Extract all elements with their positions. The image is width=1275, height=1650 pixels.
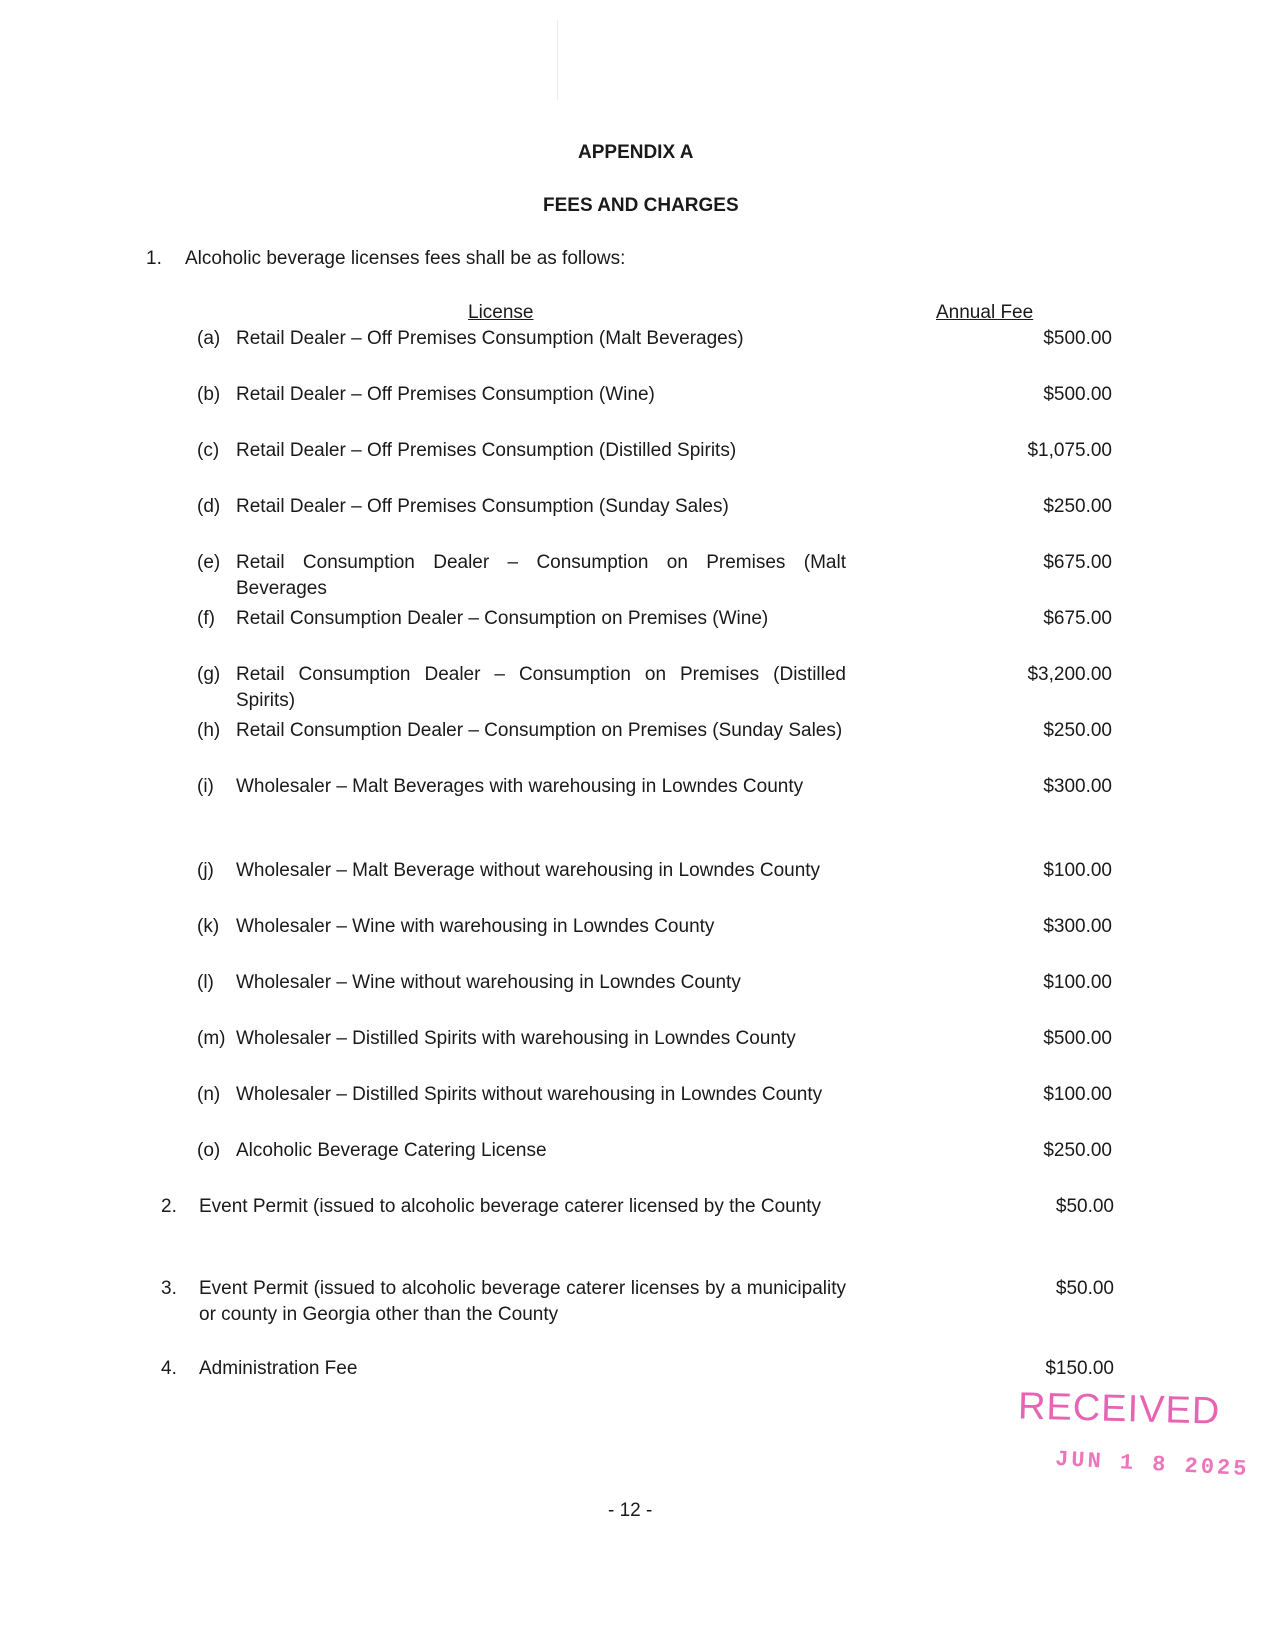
item-label: (j) [197,860,214,881]
received-stamp-date: JUN 1 8 2025 [1054,1446,1250,1483]
item-fee: $1,075.00 [1027,440,1112,461]
item-fee: $300.00 [1043,916,1112,937]
item-label: (b) [197,384,221,405]
item-text: Administration Fee [199,1358,358,1379]
section-1-number: 1. [146,248,162,269]
item-fee: $50.00 [1055,1278,1114,1299]
item-text: Retail Dealer – Off Premises Consumption (Wine) [236,384,655,405]
item-text: Wholesaler – Wine without warehousing in Lowndes County [236,972,741,993]
item-label: (l) [197,972,214,993]
item-label: (h) [197,720,221,741]
item-text: Retail Dealer – Off Premises Consumption (Sunday Sales) [236,496,729,517]
item-fee: $250.00 [1043,1140,1112,1161]
item-text: Wholesaler – Distilled Spirits with warehousing in Lowndes County [236,1028,796,1049]
item-fee: $100.00 [1043,972,1112,993]
item-number: 2. [161,1196,177,1217]
item-fee: $675.00 [1043,552,1112,573]
item-text: Retail Consumption Dealer – Consumption on Premises (Malt Beverages [236,552,846,599]
page-title: APPENDIX A [578,142,694,163]
item-label: (k) [197,916,220,937]
item-text: Wholesaler – Malt Beverages with warehousing in Lowndes County [236,776,804,797]
item-text: Retail Dealer – Off Premises Consumption (Malt Beverages) [236,328,744,349]
item-label: (d) [197,496,221,517]
item-label: (g) [197,664,221,685]
item-text: Retail Consumption Dealer – Consumption on Premises (Wine) [236,608,769,629]
item-fee: $250.00 [1043,496,1112,517]
item-fee: $3,200.00 [1027,664,1112,685]
item-text: Wholesaler – Wine with warehousing in Lowndes County [236,916,715,937]
item-fee: $250.00 [1043,720,1112,741]
section-1-intro: Alcoholic beverage licenses fees shall be as follows: [185,248,626,269]
item-text: Event Permit (issued to alcoholic beverage caterer licenses by a municipality or county in Georgia other than the County [199,1278,846,1325]
page-subtitle: FEES AND CHARGES [543,195,739,216]
received-stamp: RECEIVED [1017,1385,1221,1433]
column-header-license: License [468,302,534,323]
item-label: (i) [197,776,214,797]
item-text: Event Permit (issued to alcoholic beverage caterer licensed by the County [199,1196,822,1217]
item-number: 4. [161,1358,177,1379]
column-header-annual-fee: Annual Fee [936,302,1034,323]
item-number: 3. [161,1278,177,1299]
item-label: (f) [197,608,215,629]
item-fee: $100.00 [1043,1084,1112,1105]
item-label: (o) [197,1140,221,1161]
item-label: (e) [197,552,221,573]
item-label: (n) [197,1084,221,1105]
item-text: Retail Consumption Dealer – Consumption on Premises (Distilled Spirits) [236,664,846,711]
item-label: (a) [197,328,221,349]
item-fee: $300.00 [1043,776,1112,797]
item-label: (m) [197,1028,226,1049]
item-fee: $500.00 [1043,384,1112,405]
item-fee: $50.00 [1055,1196,1114,1217]
page-number: - 12 - [608,1500,653,1521]
scan-fold-mark [557,20,558,100]
item-text: Alcoholic Beverage Catering License [236,1140,547,1161]
item-fee: $100.00 [1043,860,1112,881]
item-text: Wholesaler – Distilled Spirits without warehousing in Lowndes County [236,1084,823,1105]
item-fee: $500.00 [1043,328,1112,349]
item-fee: $675.00 [1043,608,1112,629]
item-text: Retail Dealer – Off Premises Consumption (Distilled Spirits) [236,440,737,461]
item-fee: $150.00 [1045,1358,1114,1379]
item-text: Wholesaler – Malt Beverage without warehousing in Lowndes County [236,860,821,881]
item-text: Retail Consumption Dealer – Consumption on Premises (Sunday Sales) [236,720,843,741]
item-label: (c) [197,440,220,461]
item-fee: $500.00 [1043,1028,1112,1049]
